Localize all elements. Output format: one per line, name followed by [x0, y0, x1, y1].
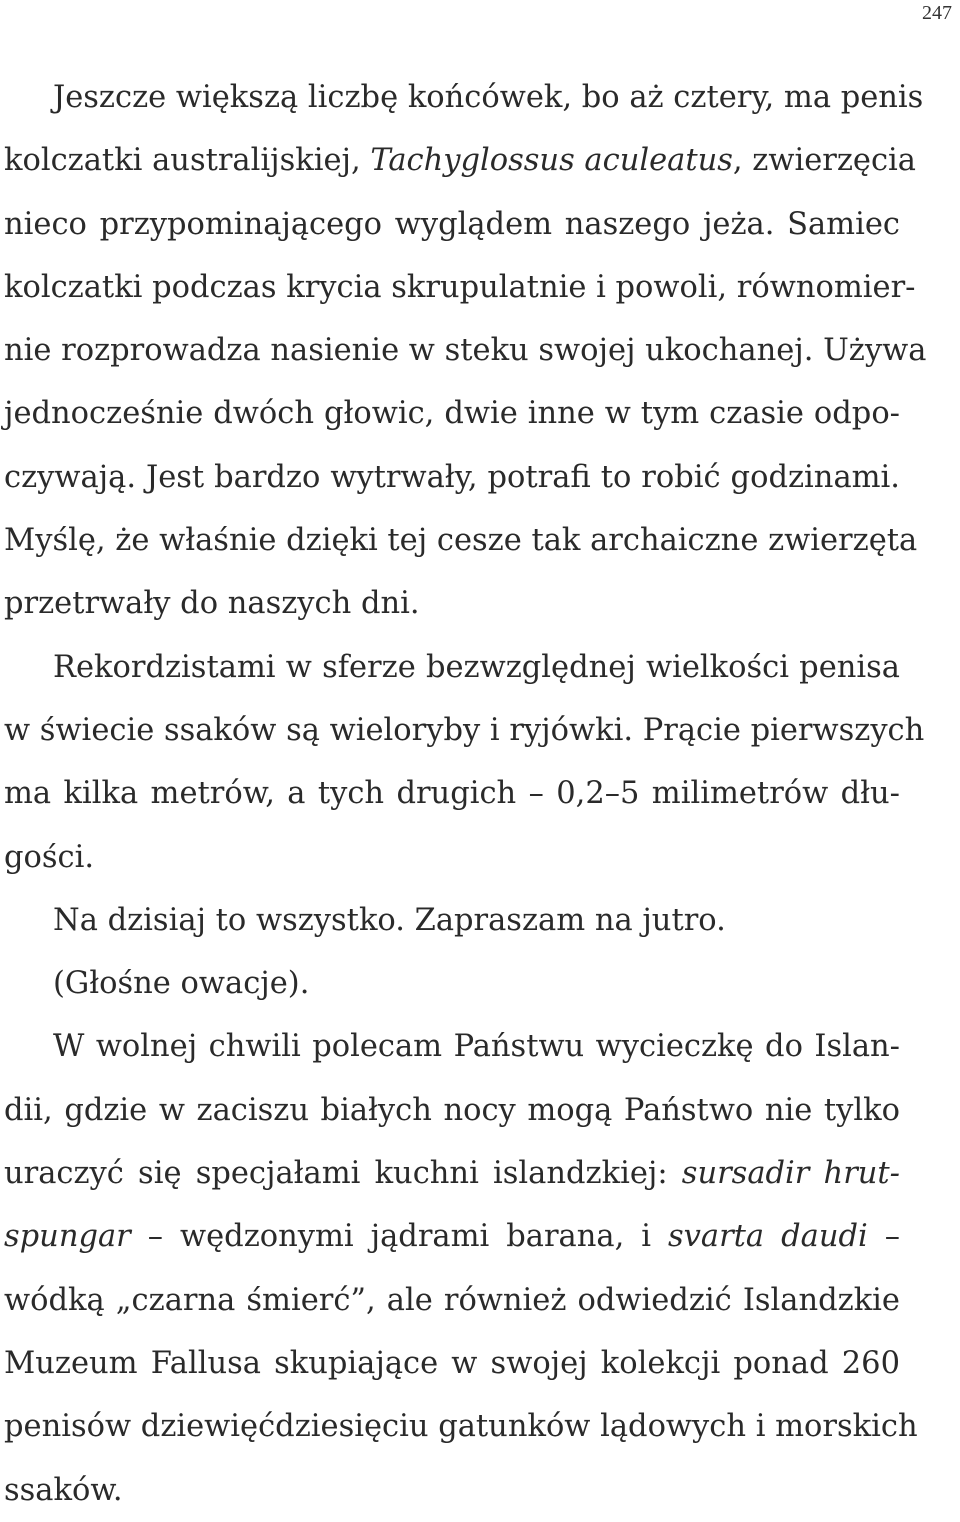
- text-line: nieco przypominającego wyglądem naszego jeża. Samiec: [4, 206, 900, 242]
- text-line: ma kilka metrów, a tych drugich – 0,2–5 milimetrów dłu-: [4, 776, 900, 812]
- text-line: nie rozprowadza nasienie w steku swojej ukochanej. Używa: [4, 333, 927, 369]
- text-line: Myślę, że właśnie dzięki tej cesze tak archaiczne zwierzęta: [4, 523, 918, 559]
- text-line: przetrwały do naszych dni.: [4, 586, 420, 622]
- text-line: w świecie ssaków są wieloryby i ryjówki. Prącie pierwszych: [4, 712, 925, 748]
- page-number: 247: [922, 2, 952, 24]
- text-line: penisów dziewięćdziesięciu gatunków lądowych i morskich: [4, 1409, 918, 1445]
- text-line: Na dzisiaj to wszystko. Zapraszam na jutro.: [53, 902, 726, 938]
- text-line: ssaków.: [4, 1472, 123, 1508]
- text-line: kolczatki podczas krycia skrupulatnie i powoli, równomier-: [4, 269, 916, 305]
- text-line: czywają. Jest bardzo wytrwały, potrafi to robić godzinami.: [4, 459, 900, 495]
- text-line: (Głośne owacje).: [53, 966, 310, 1002]
- text-line: dii, gdzie w zaciszu białych nocy mogą Państwo nie tylko: [4, 1092, 900, 1128]
- body-text: [4, 66, 927, 1522]
- text-line: gości.: [4, 839, 95, 875]
- text-line: kolczatki australijskiej, Tachyglossus aculeatus, zwierzęcia: [4, 143, 916, 179]
- text-line: Jeszcze większą liczbę końcówek, bo aż cztery, ma penis: [53, 80, 924, 115]
- text-line: uraczyć się specjałami kuchni islandzkiej: sursadir hrut-: [4, 1156, 900, 1192]
- text-line: wódką „czarna śmierć”, ale również odwiedzić Islandzkie: [4, 1282, 900, 1318]
- text-line: W wolnej chwili polecam Państwu wycieczkę do Islan-: [53, 1029, 900, 1065]
- text-line: jednocześnie dwóch głowic, dwie inne w tym czasie odpo-: [4, 396, 900, 432]
- text-line: Muzeum Fallusa skupiające w swojej kolekcji ponad 260: [4, 1345, 900, 1381]
- text-line: spungar – wędzonymi jądrami barana, i svarta daudi –: [4, 1219, 900, 1255]
- text-line: Rekordzistami w sferze bezwzględnej wielkości penisa: [53, 649, 900, 685]
